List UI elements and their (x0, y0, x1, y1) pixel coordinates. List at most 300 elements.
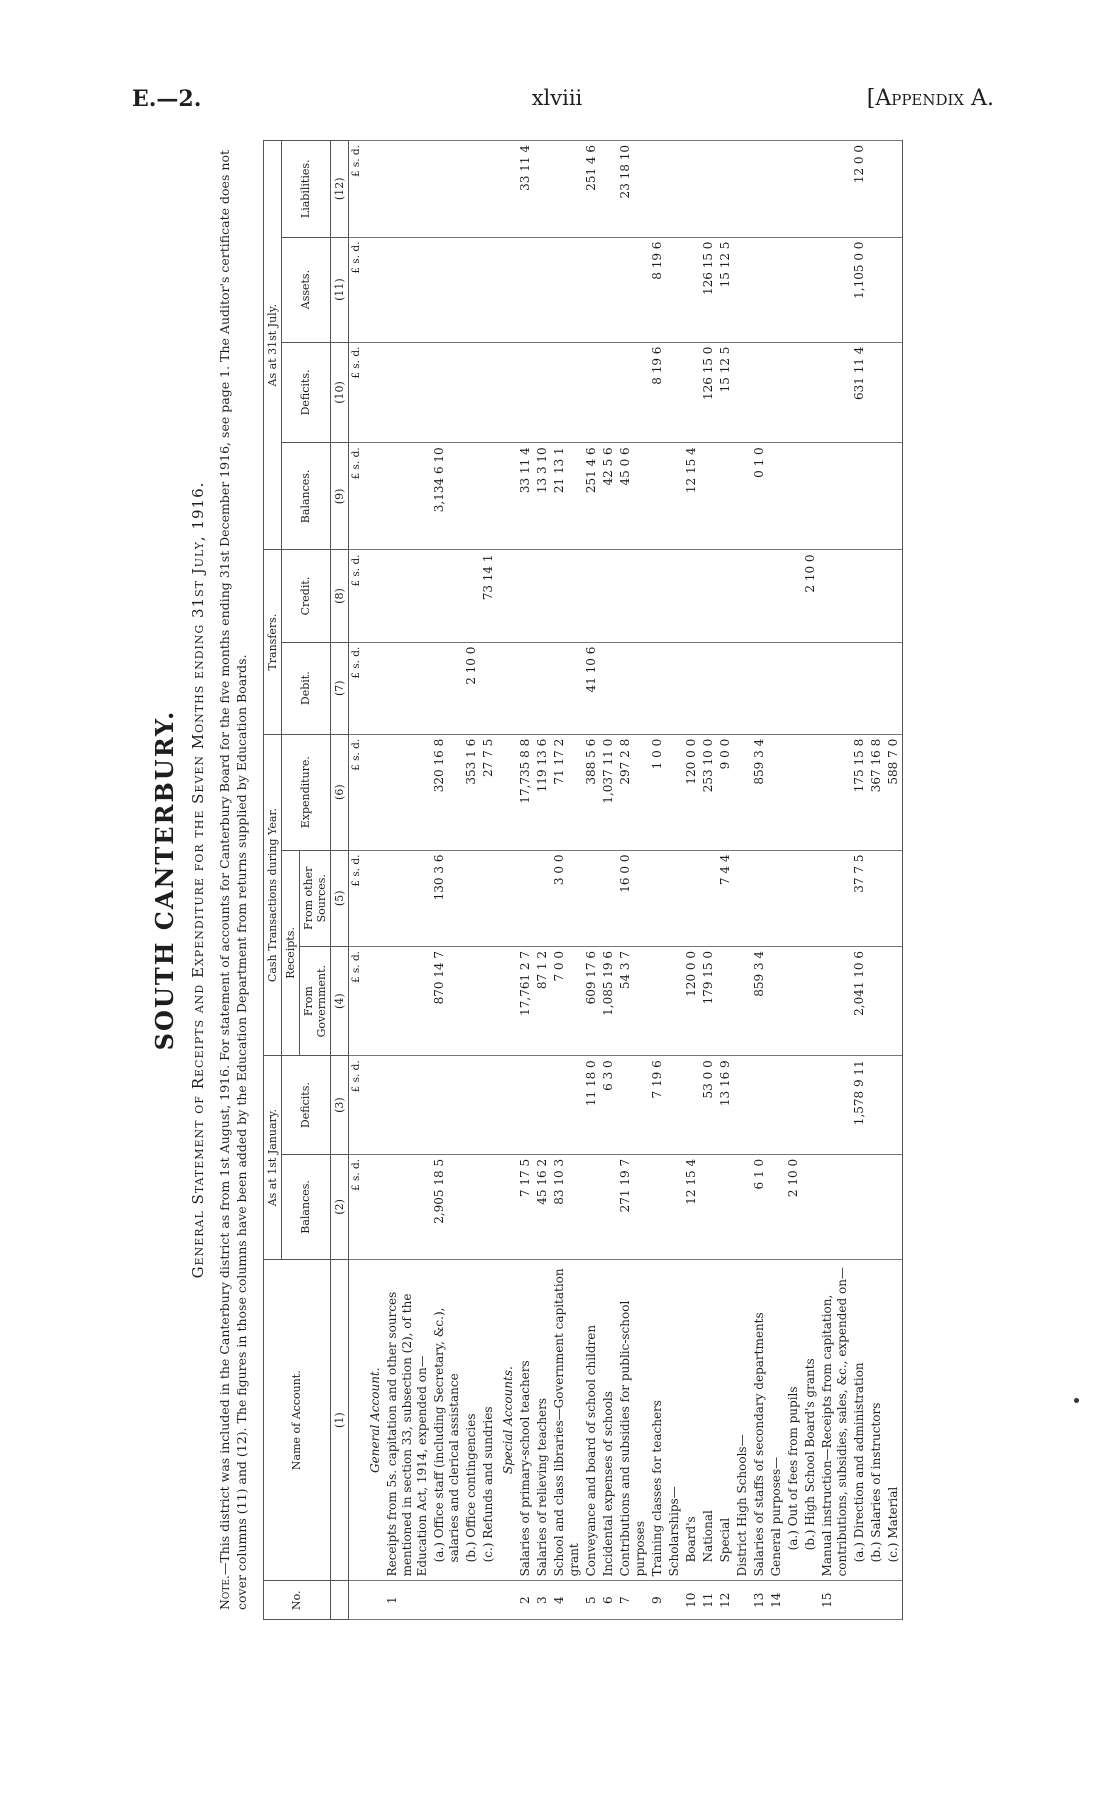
amount-col-6 (785, 734, 802, 850)
amount-col-9: 12 15 4 (683, 443, 700, 550)
amount-col-10 (785, 342, 802, 443)
amount-col-5 (802, 850, 819, 946)
amount-col-9 (666, 443, 683, 550)
amount-col-6: 388 5 6 (583, 734, 600, 850)
amount-col-11 (734, 237, 751, 342)
amount-col-6: 297 2 8 (617, 734, 649, 850)
amount-col-7 (649, 642, 666, 734)
amount-col-10: 15 12 5 (717, 342, 734, 443)
amount-col-3 (666, 1056, 683, 1155)
col-debit: Debit. (281, 642, 330, 734)
amount-col-3: 7 19 6 (649, 1056, 666, 1155)
amount-col-4: 17,761 2 7 (517, 946, 534, 1055)
amount-col-9 (785, 443, 802, 550)
row-number (734, 1581, 751, 1620)
amount-col-4 (480, 946, 497, 1055)
document-title: SOUTH CANTERBURY. (150, 709, 179, 1051)
amount-col-4 (649, 946, 666, 1055)
account-name: Board's (683, 1259, 700, 1581)
amount-col-4 (734, 946, 751, 1055)
unit-label: £ s. d. (348, 850, 364, 946)
row-number: 2 (517, 1581, 534, 1620)
amount-col-8 (666, 550, 683, 642)
amount-col-3 (785, 1056, 802, 1155)
row-number (851, 1581, 868, 1620)
amount-col-3 (751, 1056, 768, 1155)
col-from-government: From Government. (299, 946, 330, 1055)
statement-body (348, 141, 902, 1620)
amount-col-2: 12 15 4 (683, 1154, 700, 1259)
amount-col-4 (785, 946, 802, 1055)
units-row (348, 141, 364, 1620)
empty-cell (497, 1056, 517, 1155)
account-name: Conveyance and board of school children (583, 1259, 600, 1581)
col-deficits: Deficits. (281, 1056, 330, 1155)
amount-col-12 (480, 141, 497, 238)
amount-col-11 (785, 237, 802, 342)
amount-col-8: 73 14 1 (480, 550, 497, 642)
col-liabilities: Liabilities. (281, 141, 330, 238)
row-number: 7 (617, 1581, 649, 1620)
amount-col-10 (583, 342, 600, 443)
amount-col-6 (666, 734, 683, 850)
account-name: Salaries of staffs of secondary departments (751, 1259, 768, 1581)
amount-col-10 (534, 342, 551, 443)
amount-col-2 (384, 1154, 431, 1259)
amount-col-3 (517, 1056, 534, 1155)
section-label: General Account. (364, 1259, 384, 1581)
group-july: As at 31st July. (263, 141, 281, 550)
table-row (717, 141, 734, 1620)
account-name: Salaries of primary-school teachers (517, 1259, 534, 1581)
amount-col-5: 37 7 5 (851, 850, 868, 946)
account-name: (c.) Refunds and sundries (480, 1259, 497, 1581)
col-number: (11) (330, 237, 348, 342)
col-number: (4) (330, 946, 348, 1055)
amount-col-3: 13 16 9 (717, 1056, 734, 1155)
account-name: District High Schools— (734, 1259, 751, 1581)
amount-col-11 (551, 237, 583, 342)
amount-col-9: 45 0 6 (617, 443, 649, 550)
amount-col-2 (649, 1154, 666, 1259)
unit-label: £ s. d. (348, 1154, 364, 1259)
amount-col-4 (717, 946, 734, 1055)
amount-col-7 (785, 642, 802, 734)
amount-col-10 (431, 342, 463, 443)
amount-col-7 (384, 642, 431, 734)
amount-col-6: 71 17 2 (551, 734, 583, 850)
amount-col-2: 83 10 3 (551, 1154, 583, 1259)
amount-col-7 (851, 642, 868, 734)
amount-col-8 (717, 550, 734, 642)
amount-col-8 (885, 550, 903, 642)
amount-col-3 (802, 1056, 819, 1155)
amount-col-7 (768, 642, 785, 734)
empty-cell (364, 850, 384, 946)
amount-col-6: 120 0 0 (683, 734, 700, 850)
note-paragraph (217, 150, 251, 1610)
empty-cell (497, 946, 517, 1055)
account-name: (b.) Salaries of instructors (868, 1259, 885, 1581)
amount-col-7 (517, 642, 534, 734)
amount-col-9: 33 11 4 (517, 443, 534, 550)
amount-col-5 (819, 850, 851, 946)
unit-label: £ s. d. (348, 734, 364, 850)
amount-col-4: 87 1 2 (534, 946, 551, 1055)
amount-col-5 (885, 850, 903, 946)
table-row (551, 141, 583, 1620)
group-transfers: Transfers. (263, 550, 281, 734)
col-balances-end: Balances. (281, 443, 330, 550)
amount-col-5 (734, 850, 751, 946)
amount-col-2: 2,905 18 5 (431, 1154, 463, 1259)
amount-col-4: 870 14 7 (431, 946, 463, 1055)
empty-cell (364, 237, 384, 342)
amount-col-3: 1,578 9 11 (851, 1056, 868, 1155)
group-receipts: Receipts. (281, 850, 299, 1056)
row-number (802, 1581, 819, 1620)
amount-col-11 (431, 237, 463, 342)
amount-col-4: 1,085 19 6 (600, 946, 617, 1055)
amount-col-10 (802, 342, 819, 443)
amount-col-2: 271 19 7 (617, 1154, 649, 1259)
amount-col-6 (384, 734, 431, 850)
amount-col-12 (431, 141, 463, 238)
unit-label: £ s. d. (348, 1056, 364, 1155)
account-name: (a.) Direction and administration (851, 1259, 868, 1581)
amount-col-8 (600, 550, 617, 642)
amount-col-8 (551, 550, 583, 642)
amount-col-11 (534, 237, 551, 342)
account-name: (a.) Out of fees from pupils (785, 1259, 802, 1581)
section-spacer (364, 1581, 384, 1620)
row-number: 10 (683, 1581, 700, 1620)
empty-cell (497, 443, 517, 550)
section-label: Special Accounts. (497, 1259, 517, 1581)
account-name: National (700, 1259, 717, 1581)
col-number-blank (330, 1581, 348, 1620)
amount-col-10 (551, 342, 583, 443)
amount-col-12 (600, 141, 617, 238)
amount-col-4 (802, 946, 819, 1055)
amount-col-8 (617, 550, 649, 642)
amount-col-2 (700, 1154, 717, 1259)
row-number: 11 (700, 1581, 717, 1620)
amount-col-6: 17,735 8 8 (517, 734, 534, 850)
amount-col-9 (802, 443, 819, 550)
amount-col-7 (666, 642, 683, 734)
amount-col-2 (463, 1154, 480, 1259)
account-name: Contributions and subsidies for public-school purposes (617, 1259, 649, 1581)
account-name: General purposes— (768, 1259, 785, 1581)
note-text: —This district was included in the Canterbury district as from 1st August, 1916. For statement of accounts for Canterbury Board for the five months ending 31st December 1916, see page 1. The Auditor's certificate does not cover columns (11) and (12). The figures in those columns have been added by the Education Department from returns supplied by Education Boards. (217, 150, 249, 1610)
amount-col-7 (683, 642, 700, 734)
amount-col-3 (868, 1056, 885, 1155)
amount-col-8 (517, 550, 534, 642)
table-row (583, 141, 600, 1620)
amount-col-8 (868, 550, 885, 642)
amount-col-8 (734, 550, 751, 642)
amount-col-2 (734, 1154, 751, 1259)
amount-col-4: 54 3 7 (617, 946, 649, 1055)
col-deficits-end: Deficits. (281, 342, 330, 443)
amount-col-3 (480, 1056, 497, 1155)
row-number: 5 (583, 1581, 600, 1620)
amount-col-8 (683, 550, 700, 642)
row-number: 6 (600, 1581, 617, 1620)
empty-cell (364, 1056, 384, 1155)
table-row (785, 141, 802, 1620)
col-number: (3) (330, 1056, 348, 1155)
amount-col-4: 2,041 10 6 (851, 946, 868, 1055)
col-number: (8) (330, 550, 348, 642)
amount-col-2 (666, 1154, 683, 1259)
col-name: Name of Account. (263, 1259, 330, 1581)
amount-col-5 (600, 850, 617, 946)
empty-cell (497, 642, 517, 734)
account-name: Salaries of relieving teachers (534, 1259, 551, 1581)
empty-cell (497, 1154, 517, 1259)
amount-col-6: 320 16 8 (431, 734, 463, 850)
amount-col-5 (463, 850, 480, 946)
amount-col-10 (885, 342, 903, 443)
amount-col-8 (583, 550, 600, 642)
amount-col-9 (717, 443, 734, 550)
amount-col-3 (617, 1056, 649, 1155)
empty-cell (364, 342, 384, 443)
amount-col-11 (666, 237, 683, 342)
amount-col-5 (683, 850, 700, 946)
amount-col-12 (534, 141, 551, 238)
amount-col-3 (384, 1056, 431, 1155)
amount-col-10: 126 15 0 (700, 342, 717, 443)
amount-col-7 (700, 642, 717, 734)
account-name: (c.) Material (885, 1259, 903, 1581)
amount-col-9 (885, 443, 903, 550)
amount-col-12 (868, 141, 885, 238)
table-row (885, 141, 903, 1620)
amount-col-10: 631 11 4 (851, 342, 868, 443)
amount-col-9: 251 4 6 (583, 443, 600, 550)
account-name: Manual instruction—Receipts from capitation, contributions, subsidies, sales, &c., expended on— (819, 1259, 851, 1581)
amount-col-7 (431, 642, 463, 734)
table-row (700, 141, 717, 1620)
row-number (785, 1581, 802, 1620)
amount-col-5 (785, 850, 802, 946)
empty-cell (497, 237, 517, 342)
amount-col-6: 859 3 4 (751, 734, 768, 850)
amount-col-4: 7 0 0 (551, 946, 583, 1055)
amount-col-11: 126 15 0 (700, 237, 717, 342)
amount-col-10 (768, 342, 785, 443)
amount-col-12 (785, 141, 802, 238)
amount-col-4: 179 15 0 (700, 946, 717, 1055)
rotated-statement (150, 130, 1000, 1630)
amount-col-2 (583, 1154, 600, 1259)
table-row (463, 141, 480, 1620)
amount-col-11 (583, 237, 600, 342)
amount-col-12 (384, 141, 431, 238)
account-name: School and class libraries—Government capitation grant (551, 1259, 583, 1581)
col-number: (2) (330, 1154, 348, 1259)
empty-cell (364, 443, 384, 550)
amount-col-8 (751, 550, 768, 642)
amount-col-4: 120 0 0 (683, 946, 700, 1055)
amount-col-11 (885, 237, 903, 342)
amount-col-3 (819, 1056, 851, 1155)
table-row (819, 141, 851, 1620)
table-row (480, 141, 497, 1620)
account-name: Incidental expenses of schools (600, 1259, 617, 1581)
amount-col-9 (768, 443, 785, 550)
amount-col-10 (517, 342, 534, 443)
section-row (364, 141, 384, 1620)
amount-col-2 (868, 1154, 885, 1259)
amount-col-3: 11 18 0 (583, 1056, 600, 1155)
amount-col-2: 2 10 0 (785, 1154, 802, 1259)
unit-label: £ s. d. (348, 342, 364, 443)
amount-col-11 (751, 237, 768, 342)
table-row (617, 141, 649, 1620)
header-row-1 (263, 141, 281, 1620)
unit-label: £ s. d. (348, 141, 364, 238)
page-code: E.—2. (132, 86, 202, 112)
empty-cell (497, 342, 517, 443)
amount-col-11: 8 19 6 (649, 237, 666, 342)
amount-col-5 (768, 850, 785, 946)
amount-col-10 (666, 342, 683, 443)
amount-col-5 (700, 850, 717, 946)
table-row (683, 141, 700, 1620)
amount-col-7 (534, 642, 551, 734)
table-row (666, 141, 683, 1620)
col-balances: Balances. (281, 1154, 330, 1259)
amount-col-6: 175 15 8 (851, 734, 868, 850)
amount-col-12: 23 18 10 (617, 141, 649, 238)
amount-col-9 (700, 443, 717, 550)
unit-label: £ s. d. (348, 443, 364, 550)
amount-col-9: 0 1 0 (751, 443, 768, 550)
table-row (431, 141, 463, 1620)
amount-col-7 (802, 642, 819, 734)
amount-col-2 (600, 1154, 617, 1259)
amount-col-12 (734, 141, 751, 238)
row-number: 14 (768, 1581, 785, 1620)
amount-col-3 (534, 1056, 551, 1155)
amount-col-12 (751, 141, 768, 238)
amount-col-12 (551, 141, 583, 238)
amount-col-11 (768, 237, 785, 342)
amount-col-2: 7 17 5 (517, 1154, 534, 1259)
amount-col-7 (617, 642, 649, 734)
amount-col-7 (751, 642, 768, 734)
unit-label: £ s. d. (348, 642, 364, 734)
amount-col-10 (734, 342, 751, 443)
amount-col-7 (717, 642, 734, 734)
empty-cell (364, 642, 384, 734)
table-row (600, 141, 617, 1620)
amount-col-2: 6 1 0 (751, 1154, 768, 1259)
col-from-other: From other Sources. (299, 850, 330, 946)
row-number (480, 1581, 497, 1620)
amount-col-9 (463, 443, 480, 550)
amount-col-3: 53 0 0 (700, 1056, 717, 1155)
amount-col-6: 253 10 0 (700, 734, 717, 850)
account-name: Scholarships— (666, 1259, 683, 1581)
amount-col-4 (463, 946, 480, 1055)
amount-col-10 (600, 342, 617, 443)
amount-col-5 (517, 850, 534, 946)
row-number (666, 1581, 683, 1620)
col-number: (5) (330, 850, 348, 946)
row-number: 3 (534, 1581, 551, 1620)
amount-col-7 (819, 642, 851, 734)
amount-col-10 (868, 342, 885, 443)
amount-col-2 (480, 1154, 497, 1259)
amount-col-9: 21 13 1 (551, 443, 583, 550)
amount-col-12 (802, 141, 819, 238)
amount-col-12 (649, 141, 666, 238)
amount-col-11 (480, 237, 497, 342)
col-no: No. (263, 1581, 330, 1620)
amount-col-8 (819, 550, 851, 642)
amount-col-12: 251 4 6 (583, 141, 600, 238)
amount-col-10 (384, 342, 431, 443)
amount-col-11 (384, 237, 431, 342)
amount-col-7 (885, 642, 903, 734)
amount-col-5: 130 3 6 (431, 850, 463, 946)
amount-col-8 (649, 550, 666, 642)
row-number (431, 1581, 463, 1620)
amount-col-4 (819, 946, 851, 1055)
empty-cell (497, 734, 517, 850)
amount-col-12: 33 11 4 (517, 141, 534, 238)
amount-col-10 (480, 342, 497, 443)
amount-col-5 (751, 850, 768, 946)
amount-col-4 (384, 946, 431, 1055)
table-row (517, 141, 534, 1620)
amount-col-8 (463, 550, 480, 642)
amount-col-5 (649, 850, 666, 946)
amount-col-9 (819, 443, 851, 550)
col-number: (6) (330, 734, 348, 850)
amount-col-12 (700, 141, 717, 238)
amount-col-7 (551, 642, 583, 734)
amount-col-7 (868, 642, 885, 734)
amount-col-4 (768, 946, 785, 1055)
amount-col-8: 2 10 0 (802, 550, 819, 642)
amount-col-7 (600, 642, 617, 734)
unit-label: £ s. d. (348, 550, 364, 642)
page-number: xlviii (531, 86, 583, 110)
amount-col-3 (551, 1056, 583, 1155)
account-name: (a.) Office staff (including Secretary, &c.), salaries and clerical assistance (431, 1259, 463, 1581)
table-row (534, 141, 551, 1620)
row-number: 12 (717, 1581, 734, 1620)
amount-col-6: 353 1 6 (463, 734, 480, 850)
amount-col-4: 609 17 6 (583, 946, 600, 1055)
column-numbers-row (330, 141, 348, 1620)
amount-col-11: 15 12 5 (717, 237, 734, 342)
row-number: 15 (819, 1581, 851, 1620)
table-row (851, 141, 868, 1620)
amount-col-2 (851, 1154, 868, 1259)
empty-cell (364, 550, 384, 642)
amount-col-6: 9 0 0 (717, 734, 734, 850)
amount-col-5 (480, 850, 497, 946)
empty-cell (497, 850, 517, 946)
col-expenditure: Expenditure. (281, 734, 330, 850)
